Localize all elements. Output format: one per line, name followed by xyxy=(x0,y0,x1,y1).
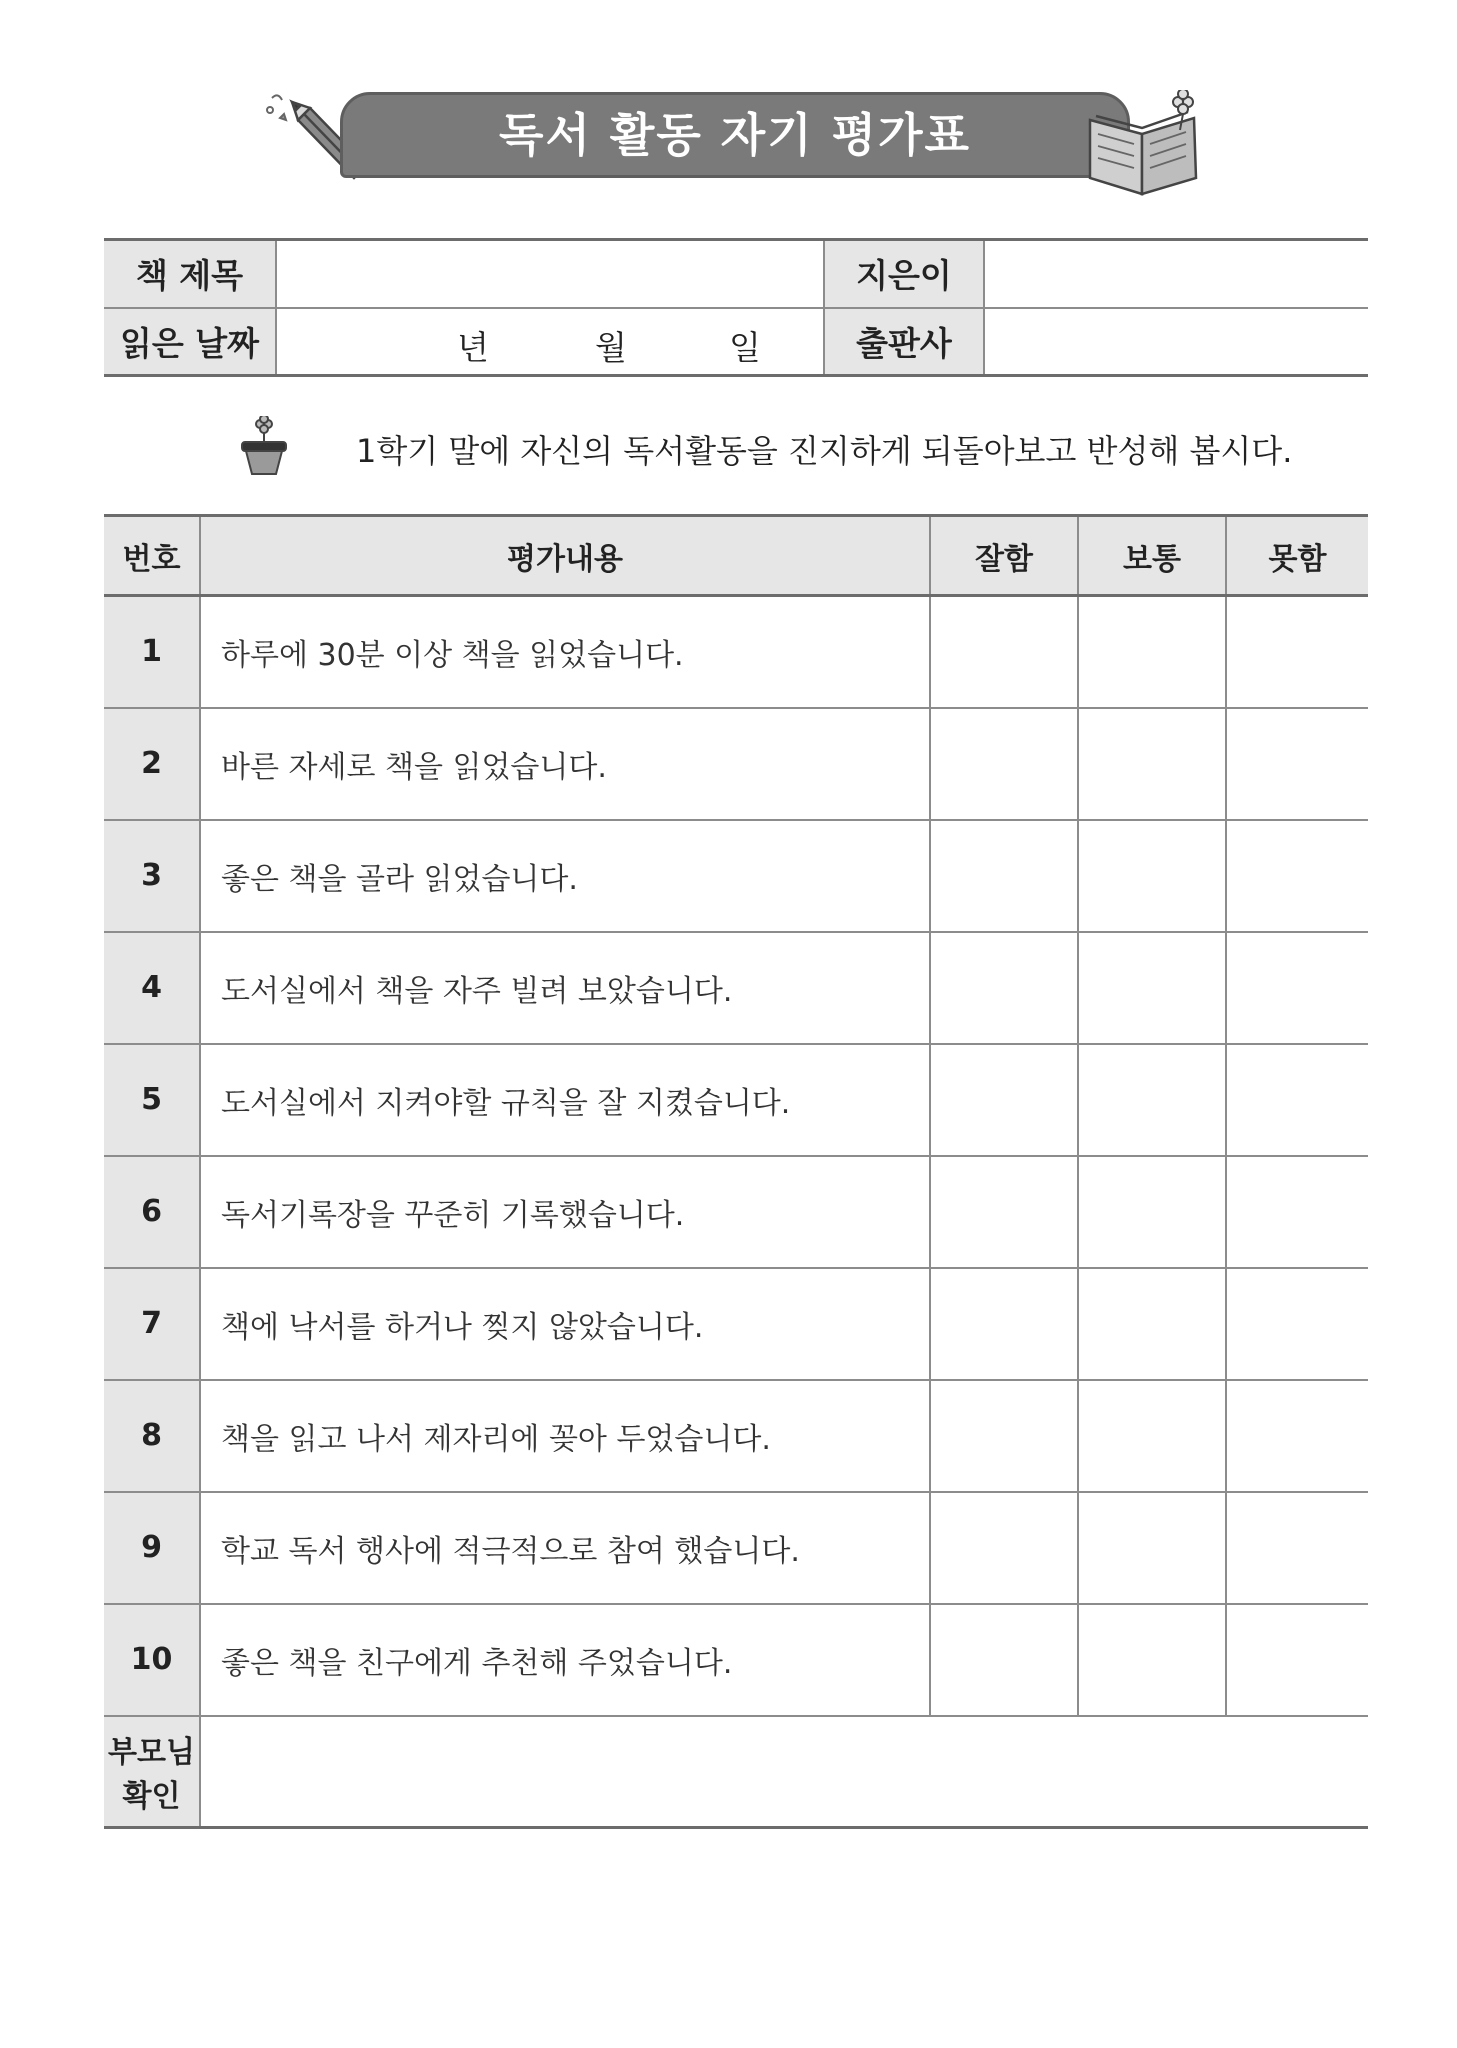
row-number: 1 xyxy=(104,596,200,708)
check-normal[interactable] xyxy=(1078,1492,1226,1604)
flower-pot-icon xyxy=(236,416,292,478)
check-poor[interactable] xyxy=(1226,1380,1368,1492)
row-content: 바른 자세로 책을 읽었습니다. xyxy=(200,708,930,820)
row-number: 2 xyxy=(104,708,200,820)
check-good[interactable] xyxy=(930,596,1078,708)
check-good[interactable] xyxy=(930,820,1078,932)
check-poor[interactable] xyxy=(1226,1604,1368,1716)
check-normal[interactable] xyxy=(1078,1156,1226,1268)
row-content: 좋은 책을 골라 읽었습니다. xyxy=(200,820,930,932)
row-content: 도서실에서 지켜야할 규칙을 잘 지켰습니다. xyxy=(200,1044,930,1156)
day-label: 일 xyxy=(729,327,761,367)
row-number: 3 xyxy=(104,820,200,932)
evaluation-table xyxy=(104,514,1368,1829)
check-good[interactable] xyxy=(930,1492,1078,1604)
header-content: 평가내용 xyxy=(200,516,930,596)
check-good[interactable] xyxy=(930,1268,1078,1380)
check-good[interactable] xyxy=(930,708,1078,820)
row-content: 학교 독서 행사에 적극적으로 참여 했습니다. xyxy=(200,1492,930,1604)
check-poor[interactable] xyxy=(1226,1268,1368,1380)
parent-label-line1: 부모님 xyxy=(108,1735,195,1771)
header-normal: 보통 xyxy=(1078,516,1226,596)
check-good[interactable] xyxy=(930,932,1078,1044)
header-poor: 못함 xyxy=(1226,516,1368,596)
month-label: 월 xyxy=(595,327,627,367)
row-number: 6 xyxy=(104,1156,200,1268)
parent-confirm-field[interactable] xyxy=(200,1716,1368,1828)
instruction-text: 1학기 말에 자신의 독서활동을 진지하게 되돌아보고 반성해 봅시다. xyxy=(356,432,1293,470)
row-number: 4 xyxy=(104,932,200,1044)
check-poor[interactable] xyxy=(1226,1156,1368,1268)
table-row xyxy=(104,1604,1368,1716)
check-good[interactable] xyxy=(930,1044,1078,1156)
header-good: 잘함 xyxy=(930,516,1078,596)
publisher-label: 출판사 xyxy=(824,308,984,376)
book-title-label: 책 제목 xyxy=(104,240,276,308)
header-number: 번호 xyxy=(104,516,200,596)
check-poor[interactable] xyxy=(1226,1044,1368,1156)
check-normal[interactable] xyxy=(1078,1044,1226,1156)
row-number: 10 xyxy=(104,1604,200,1716)
publisher-field[interactable] xyxy=(984,308,1368,376)
parent-confirm-label xyxy=(104,1716,200,1828)
check-normal[interactable] xyxy=(1078,1604,1226,1716)
table-row xyxy=(104,708,1368,820)
row-content: 독서기록장을 꾸준히 기록했습니다. xyxy=(200,1156,930,1268)
check-good[interactable] xyxy=(930,1380,1078,1492)
parent-confirm-row xyxy=(104,1716,1368,1828)
table-row xyxy=(104,1044,1368,1156)
book-info-table xyxy=(104,238,1368,377)
author-label: 지은이 xyxy=(824,240,984,308)
table-row xyxy=(104,1492,1368,1604)
table-row xyxy=(104,1268,1368,1380)
row-content: 책에 낙서를 하거나 찢지 않았습니다. xyxy=(200,1268,930,1380)
read-date-field[interactable] xyxy=(276,308,824,376)
row-content: 하루에 30분 이상 책을 읽었습니다. xyxy=(200,596,930,708)
row-content: 도서실에서 책을 자주 빌려 보았습니다. xyxy=(200,932,930,1044)
open-book-icon xyxy=(1082,90,1206,200)
check-normal[interactable] xyxy=(1078,1268,1226,1380)
check-good[interactable] xyxy=(930,1604,1078,1716)
table-row xyxy=(104,1156,1368,1268)
check-normal[interactable] xyxy=(1078,708,1226,820)
year-label: 년 xyxy=(457,327,489,367)
check-normal[interactable] xyxy=(1078,932,1226,1044)
row-number: 5 xyxy=(104,1044,200,1156)
check-poor[interactable] xyxy=(1226,820,1368,932)
table-row xyxy=(104,932,1368,1044)
row-content: 좋은 책을 친구에게 추천해 주었습니다. xyxy=(200,1604,930,1716)
book-title-field[interactable] xyxy=(276,240,824,308)
parent-label-line2: 확인 xyxy=(122,1779,181,1815)
page-title: 독서 활동 자기 평가표 xyxy=(499,108,971,162)
check-good[interactable] xyxy=(930,1156,1078,1268)
check-normal[interactable] xyxy=(1078,1380,1226,1492)
check-poor[interactable] xyxy=(1226,596,1368,708)
check-normal[interactable] xyxy=(1078,820,1226,932)
row-content: 책을 읽고 나서 제자리에 꽂아 두었습니다. xyxy=(200,1380,930,1492)
read-date-label: 읽은 날짜 xyxy=(104,308,276,376)
table-row xyxy=(104,596,1368,708)
check-normal[interactable] xyxy=(1078,596,1226,708)
table-row xyxy=(104,1380,1368,1492)
check-poor[interactable] xyxy=(1226,708,1368,820)
author-field[interactable] xyxy=(984,240,1368,308)
check-poor[interactable] xyxy=(1226,932,1368,1044)
row-number: 8 xyxy=(104,1380,200,1492)
table-row xyxy=(104,820,1368,932)
row-number: 7 xyxy=(104,1268,200,1380)
row-number: 9 xyxy=(104,1492,200,1604)
check-poor[interactable] xyxy=(1226,1492,1368,1604)
